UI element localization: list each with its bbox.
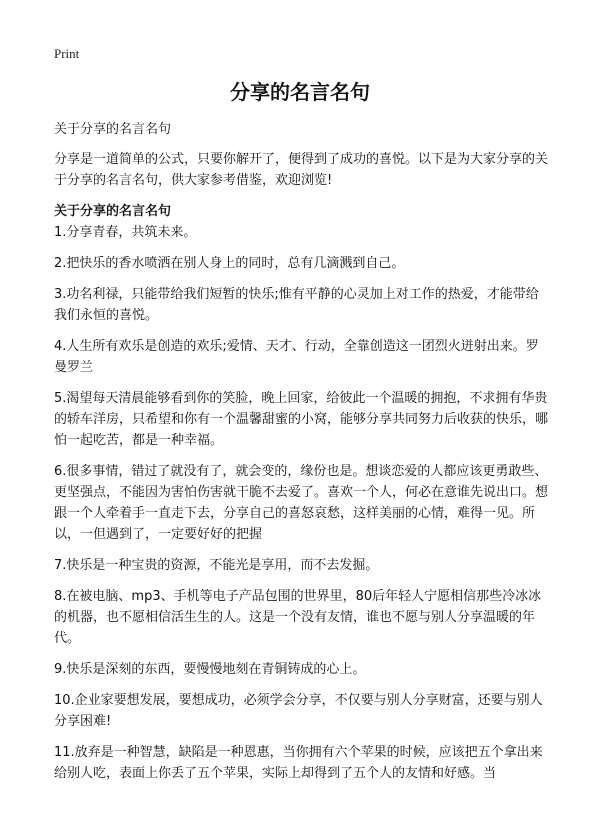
quote-item: 9.快乐是深刻的东西，要慢慢地刻在青铜铸成的心上。	[54, 662, 366, 677]
quote-item: 6.很多事情，错过了就没有了，就会变的，缘份也是。想谈恋爱的人都应该更勇敢些、更坚强点，不能因为害怕伤害就干脆不去爱了。喜欢一个人，何必在意谁先说出口。想跟一个人牵着手一直走下去，分享自己的喜怒哀愁，这样美丽的心情，难得一见。所以，一但遇到了，一定要好好的把握	[54, 464, 549, 542]
page-title: 分享的名言名句	[230, 80, 370, 104]
quote-item: 2.把快乐的香水喷洒在别人身上的同时，总有几滴溅到自己。	[54, 256, 405, 271]
quote-item: 7.快乐是一种宝贵的资源，不能光是享用，而不去发掘。	[54, 558, 379, 573]
quote-item: 3.功名利禄，只能带给我们短暂的快乐;惟有平静的心灵加上对工作的热爱，才能带给我们永恒的喜悦。	[54, 287, 539, 323]
section-heading: 关于分享的名言名句	[54, 204, 172, 219]
quote-item: 4.人生所有欢乐是创造的欢乐;爱情、天才、行动，全靠创造这一团烈火迸射出来。罗曼罗兰	[54, 339, 539, 375]
quote-item: 1.分享青春，共筑未来。	[54, 225, 197, 240]
article-subtitle: 关于分享的名言名句	[54, 122, 172, 137]
quote-item: 5.渴望每天清晨能够看到你的笑脸，晚上回家，给彼此一个温暖的拥抱，不求拥有华贵的轿车洋房，只希望和你有一个温馨甜蜜的小窝，能够分享共同努力后收获的快乐，哪怕一起吃苦，都是一种幸福。	[54, 391, 549, 448]
quote-item: 10.企业家要想发展，要想成功，必须学会分享，不仅要与别人分享财富，还要与别人分享困难!	[54, 693, 543, 729]
intro-paragraph: 分享是一道简单的公式，只要你解开了，便得到了成功的喜悦。以下是为大家分享的关于分享的名言名句，供大家参考借鉴，欢迎浏览!	[54, 152, 549, 188]
quote-item: 8.在被电脑、mp3、手机等电子产品包围的世界里，80后年轻人宁愿相信那些冷冰冰的机器，也不愿相信活生生的人。这是一个没有友情，谁也不愿与别人分享温暖的年代。	[54, 589, 542, 646]
print-link[interactable]: Print	[54, 46, 80, 61]
quote-item: 11.放弃是一种智慧，缺陷是一种恩惠，当你拥有六个苹果的时候，应该把五个拿出来给别人吃，表面上你丢了五个苹果，实际上却得到了五个人的友情和好感。当	[54, 745, 543, 781]
article-body	[54, 119, 548, 794]
